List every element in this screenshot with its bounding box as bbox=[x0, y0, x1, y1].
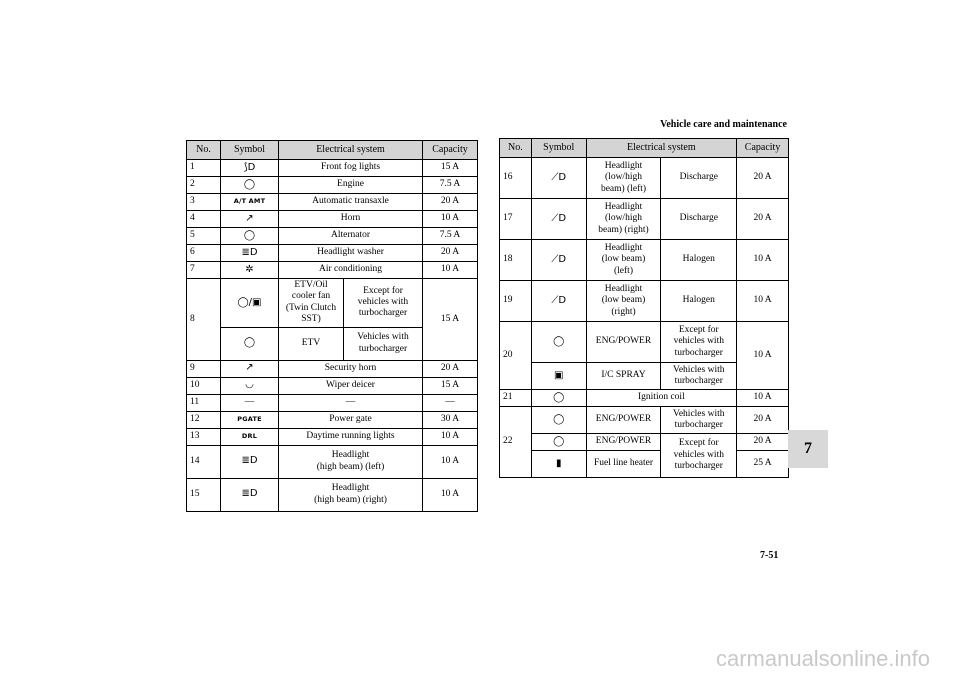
fuse-system: ETV/Oil cooler fan (Twin Clutch SST) bbox=[279, 279, 344, 328]
fuse-capacity: 7.5 A bbox=[423, 228, 478, 245]
system-line: Headlight bbox=[604, 242, 643, 253]
col-capacity: Capacity bbox=[737, 139, 789, 158]
high-beam-icon: ≣D bbox=[221, 478, 279, 511]
fuse-system: Security horn bbox=[279, 360, 423, 377]
table-row bbox=[187, 445, 478, 478]
fuse-capacity: 25 A bbox=[737, 451, 789, 478]
table-row bbox=[187, 228, 478, 245]
fuse-capacity: 7.5 A bbox=[423, 177, 478, 194]
engine-power-icon: ◯ bbox=[531, 407, 586, 434]
fuse-no: 19 bbox=[500, 281, 532, 322]
table-row bbox=[187, 160, 478, 177]
fuse-capacity: 10 A bbox=[737, 240, 789, 281]
fuse-system: Automatic transaxle bbox=[279, 194, 423, 211]
fuse-no: 17 bbox=[500, 199, 532, 240]
system-line: (low/high bbox=[605, 172, 642, 183]
table-row bbox=[187, 211, 478, 228]
table-row bbox=[500, 390, 789, 407]
fuse-capacity: 10 A bbox=[423, 445, 478, 478]
table-row bbox=[187, 377, 478, 394]
fuel-heater-icon: ▮ bbox=[531, 451, 586, 478]
fuse-system: ETV bbox=[279, 327, 344, 360]
fuse-capacity: 15 A bbox=[423, 279, 478, 361]
watermark: carmanualsonline.info bbox=[715, 646, 930, 671]
fuse-condition: Vehicles with turbocharger bbox=[344, 327, 423, 360]
fuse-capacity: 20 A bbox=[423, 194, 478, 211]
system-line: (low/high bbox=[605, 213, 642, 224]
system-line: (high beam) (left) bbox=[316, 461, 385, 472]
low-high-beam-icon: ⟋D bbox=[531, 199, 586, 240]
system-line: (high beam) (right) bbox=[314, 494, 387, 505]
table-row bbox=[500, 199, 789, 240]
fog-light-icon: ⟆D bbox=[221, 160, 279, 177]
fuse-capacity: 30 A bbox=[423, 411, 478, 428]
table-row bbox=[500, 451, 789, 478]
fuse-symbol: — bbox=[221, 394, 279, 411]
col-system: Electrical system bbox=[586, 139, 737, 158]
system-line: (low beam) bbox=[601, 254, 646, 265]
fuse-system: Ignition coil bbox=[586, 390, 737, 407]
system-line: (right) bbox=[611, 306, 636, 317]
fuse-no: 7 bbox=[187, 262, 221, 279]
fuse-system bbox=[279, 445, 423, 478]
fuse-condition: Except for vehicles with turbocharger bbox=[661, 322, 737, 363]
fuse-capacity: 20 A bbox=[737, 158, 789, 199]
fuse-system: ENG/POWER bbox=[586, 322, 661, 363]
fuse-system: ENG/POWER bbox=[586, 434, 661, 451]
table-row bbox=[187, 411, 478, 428]
drl-icon: DRL bbox=[221, 428, 279, 445]
fuse-capacity: 10 A bbox=[423, 478, 478, 511]
table-row bbox=[187, 262, 478, 279]
col-system: Electrical system bbox=[279, 141, 423, 160]
fuse-capacity: 15 A bbox=[423, 377, 478, 394]
fuse-system: Wiper deicer bbox=[279, 377, 423, 394]
fuse-capacity: 20 A bbox=[737, 407, 789, 434]
fuse-system bbox=[586, 199, 661, 240]
intercooler-spray-icon: ▣ bbox=[531, 363, 586, 390]
fuse-no: 11 bbox=[187, 394, 221, 411]
system-line: Headlight bbox=[331, 483, 370, 494]
system-line: Headlight bbox=[604, 283, 643, 294]
fuse-system: Engine bbox=[279, 177, 423, 194]
fuse-system: Headlight washer bbox=[279, 245, 423, 262]
table-row bbox=[500, 281, 789, 322]
table-row bbox=[187, 194, 478, 211]
col-symbol: Symbol bbox=[531, 139, 586, 158]
running-header: Vehicle care and maintenance bbox=[660, 119, 787, 130]
fuse-no: 16 bbox=[500, 158, 532, 199]
col-symbol: Symbol bbox=[221, 141, 279, 160]
table-row bbox=[500, 158, 789, 199]
lamp-type: Discharge bbox=[661, 199, 737, 240]
system-line: beam) (left) bbox=[600, 183, 647, 194]
security-horn-icon: ↗ bbox=[221, 360, 279, 377]
fuse-capacity: 20 A bbox=[737, 199, 789, 240]
fuse-capacity: 20 A bbox=[423, 245, 478, 262]
fuse-capacity: 15 A bbox=[423, 160, 478, 177]
fuse-capacity: 10 A bbox=[737, 322, 789, 390]
wiper-deicer-icon: ◡ bbox=[221, 377, 279, 394]
table-row bbox=[187, 394, 478, 411]
horn-icon: ↗ bbox=[221, 211, 279, 228]
etv-oil-cooler-icon: ◯/▣ bbox=[221, 279, 279, 328]
system-line: Headlight bbox=[604, 160, 643, 171]
system-line: Headlight bbox=[604, 201, 643, 212]
col-no: No. bbox=[500, 139, 532, 158]
table-row bbox=[187, 279, 478, 328]
fuse-no: 20 bbox=[500, 322, 532, 390]
table-row bbox=[500, 322, 789, 363]
system-line: beam) (right) bbox=[598, 224, 649, 235]
lamp-type: Halogen bbox=[661, 240, 737, 281]
col-capacity: Capacity bbox=[423, 141, 478, 160]
chapter-tab: 7 bbox=[788, 430, 828, 468]
fuse-table-right bbox=[499, 138, 789, 478]
ignition-coil-icon: ◯ bbox=[531, 390, 586, 407]
transaxle-icon: A/T AMT bbox=[221, 194, 279, 211]
fuse-no: 9 bbox=[187, 360, 221, 377]
fuse-capacity: 10 A bbox=[423, 262, 478, 279]
fuse-capacity: — bbox=[423, 394, 478, 411]
page-number: 7-51 bbox=[760, 550, 779, 561]
fuse-system: — bbox=[279, 394, 423, 411]
fuse-system: Horn bbox=[279, 211, 423, 228]
table-header-row bbox=[187, 141, 478, 160]
high-beam-icon: ≣D bbox=[221, 445, 279, 478]
air-conditioning-icon: ✲ bbox=[221, 262, 279, 279]
fuse-no: 1 bbox=[187, 160, 221, 177]
fuse-no: 8 bbox=[187, 279, 221, 361]
col-no: No. bbox=[187, 141, 221, 160]
table-row bbox=[500, 434, 789, 451]
table-row bbox=[187, 428, 478, 445]
fuse-system: ENG/POWER bbox=[586, 407, 661, 434]
fuse-system bbox=[586, 158, 661, 199]
fuse-system: Power gate bbox=[279, 411, 423, 428]
fuse-capacity: 20 A bbox=[423, 360, 478, 377]
fuse-no: 10 bbox=[187, 377, 221, 394]
fuse-no: 12 bbox=[187, 411, 221, 428]
fuse-condition: Except for vehicles with turbocharger bbox=[661, 434, 737, 478]
fuse-no: 15 bbox=[187, 478, 221, 511]
low-beam-icon: ⟋D bbox=[531, 240, 586, 281]
low-beam-icon: ⟋D bbox=[531, 281, 586, 322]
power-gate-icon: PGATE bbox=[221, 411, 279, 428]
low-high-beam-icon: ⟋D bbox=[531, 158, 586, 199]
fuse-system bbox=[279, 478, 423, 511]
fuse-capacity: 10 A bbox=[423, 211, 478, 228]
fuse-no: 2 bbox=[187, 177, 221, 194]
table-row bbox=[500, 407, 789, 434]
fuse-condition: Vehicles with turbocharger bbox=[661, 363, 737, 390]
alternator-icon: ◯ bbox=[221, 228, 279, 245]
engine-icon: ◯ bbox=[221, 177, 279, 194]
engine-power-icon: ◯ bbox=[531, 322, 586, 363]
fuse-no: 6 bbox=[187, 245, 221, 262]
fuse-system: Fuel line heater bbox=[586, 451, 661, 478]
fuse-system: Daytime running lights bbox=[279, 428, 423, 445]
fuse-system: Alternator bbox=[279, 228, 423, 245]
fuse-no: 22 bbox=[500, 407, 532, 478]
fuse-no: 13 bbox=[187, 428, 221, 445]
engine-power-icon: ◯ bbox=[531, 434, 586, 451]
table-header-row bbox=[500, 139, 789, 158]
system-line: (low beam) bbox=[601, 295, 646, 306]
fuse-no: 5 bbox=[187, 228, 221, 245]
fuse-capacity: 10 A bbox=[737, 390, 789, 407]
fuse-system: Front fog lights bbox=[279, 160, 423, 177]
fuse-table-left bbox=[186, 140, 478, 512]
headlight-washer-icon: ≣D bbox=[221, 245, 279, 262]
fuse-no: 4 bbox=[187, 211, 221, 228]
table-row bbox=[187, 360, 478, 377]
fuse-system: Air conditioning bbox=[279, 262, 423, 279]
etv-icon: ◯ bbox=[221, 327, 279, 360]
fuse-condition: Except for vehicles with turbocharger bbox=[344, 279, 423, 328]
fuse-condition: Vehicles with turbocharger bbox=[661, 407, 737, 434]
system-line: (left) bbox=[614, 265, 633, 276]
table-row bbox=[187, 177, 478, 194]
system-line: Headlight bbox=[331, 450, 370, 461]
fuse-system bbox=[586, 240, 661, 281]
fuse-no: 14 bbox=[187, 445, 221, 478]
fuse-no: 18 bbox=[500, 240, 532, 281]
fuse-capacity: 20 A bbox=[737, 434, 789, 451]
lamp-type: Discharge bbox=[661, 158, 737, 199]
table-row bbox=[500, 240, 789, 281]
fuse-no: 3 bbox=[187, 194, 221, 211]
table-row bbox=[187, 245, 478, 262]
fuse-system bbox=[586, 281, 661, 322]
table-row bbox=[187, 478, 478, 511]
fuse-system: I/C SPRAY bbox=[586, 363, 661, 390]
lamp-type: Halogen bbox=[661, 281, 737, 322]
fuse-capacity: 10 A bbox=[737, 281, 789, 322]
fuse-no: 21 bbox=[500, 390, 532, 407]
fuse-capacity: 10 A bbox=[423, 428, 478, 445]
